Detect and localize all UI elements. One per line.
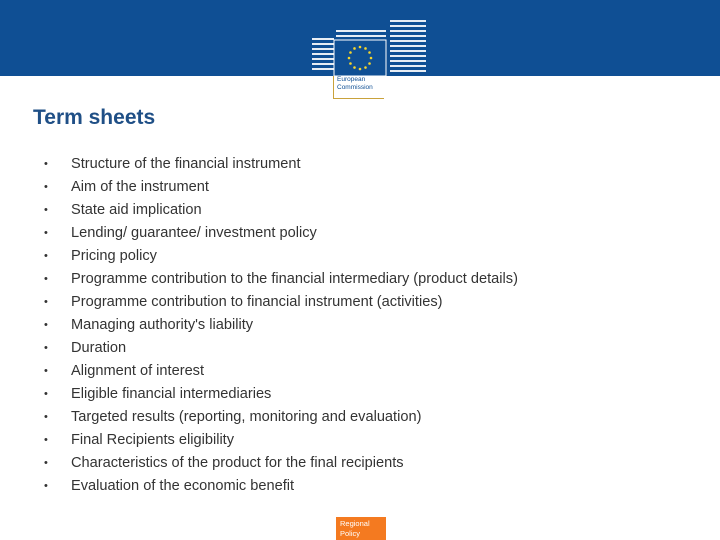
eu-star-icon [349,51,352,54]
bullet-icon: • [44,158,48,170]
bullet-icon: • [44,457,48,469]
eu-star-icon [364,66,367,69]
bullet-icon: • [44,388,48,400]
bullet-icon: • [44,296,48,308]
logo-caption [337,76,391,92]
eu-star-icon [368,62,371,65]
bullet-icon: • [44,181,48,193]
list-item-text: Alignment of interest [71,363,205,379]
eu-star-icon [349,62,352,65]
list-item-text: Final Recipients eligibility [71,432,235,448]
bullet-icon: • [44,227,48,239]
eu-star-icon [348,57,351,60]
slide-title: Term sheets [33,106,156,129]
eu-star-icon [353,47,356,50]
list-item-text: Lending/ guarantee/ investment policy [71,225,317,241]
eu-star-icon [368,51,371,54]
bullet-icon: • [44,342,48,354]
eu-star-icon [359,46,362,49]
list-item-text: Targeted results (reporting, monitoring and evaluation) [71,409,422,425]
eu-star-icon [353,66,356,69]
logo-line2: Commission [337,84,373,91]
list-item-text: State aid implication [71,202,202,218]
list-item-text: Pricing policy [71,248,157,264]
bullet-icon: • [44,250,48,262]
eu-star-icon [364,47,367,50]
bullet-icon: • [44,480,48,492]
list-item-text: Structure of the financial instrument [71,156,301,172]
regional-policy-badge [336,517,386,540]
list-item-text: Eligible financial intermediaries [71,386,272,402]
list-item-text: Duration [71,340,127,356]
list-item-text: Characteristics of the product for the final recipients [71,455,404,471]
badge-line2: Policy [340,529,361,538]
eu-star-icon [359,68,362,71]
list-item-text: Programme contribution to the financial intermediary (product details) [71,271,518,287]
bullet-icon: • [44,411,48,423]
list-item-text: Evaluation of the economic benefit [71,478,295,494]
badge-line1: Regional [340,519,370,528]
list-item-text: Programme contribution to financial instrument (activities) [71,294,443,310]
list-item-text: Aim of the instrument [71,179,209,195]
eu-star-icon [370,57,373,60]
bullet-icon: • [44,319,48,331]
bullet-icon: • [44,365,48,377]
bullet-icon: • [44,434,48,446]
logo-line1: European [337,76,366,83]
bullet-icon: • [44,204,48,216]
bullet-icon: • [44,273,48,285]
list-item-text: Managing authority's liability [71,317,254,333]
